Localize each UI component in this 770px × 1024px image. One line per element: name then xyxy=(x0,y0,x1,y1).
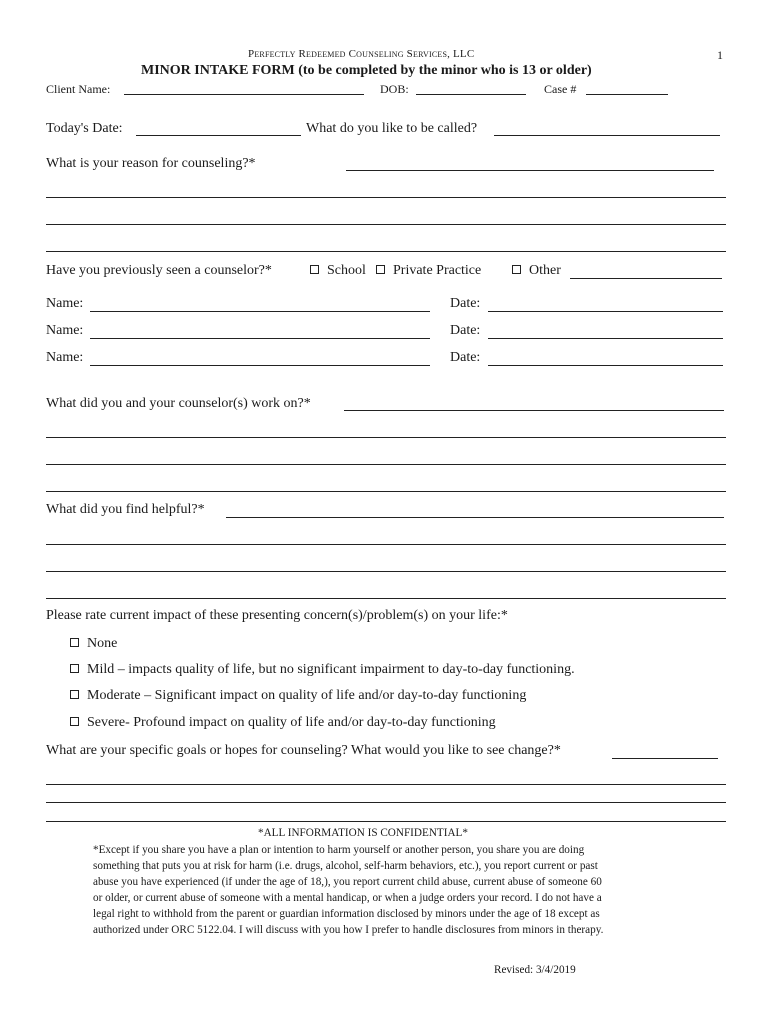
counselor-date-field[interactable] xyxy=(488,365,723,366)
rate-option-moderate[interactable] xyxy=(70,688,526,704)
school-checkbox[interactable] xyxy=(310,265,319,274)
confidential-text: abuse you have experienced (if under the age of 18,), you report current child abuse, current abuse of someone 60 xyxy=(93,876,602,888)
page-number: 1 xyxy=(717,48,723,62)
work-on-line[interactable] xyxy=(46,437,726,438)
private-practice-label: Private Practice xyxy=(393,263,482,278)
rate-checkbox[interactable] xyxy=(70,664,79,673)
case-label: Case # xyxy=(544,82,577,96)
goals-line[interactable] xyxy=(46,802,726,803)
form-title: MINOR INTAKE FORM (to be completed by the minor who is 13 or older) xyxy=(141,63,592,78)
client-name-label: Client Name: xyxy=(46,82,111,96)
work-on-line[interactable] xyxy=(46,464,726,465)
name-label: Name: xyxy=(46,323,84,338)
called-label: What do you like to be called? xyxy=(306,121,478,136)
rate-option-label: None xyxy=(87,636,118,651)
date-label: Date: xyxy=(450,296,481,311)
counselor-name-field[interactable] xyxy=(90,338,430,339)
date-label: Date: xyxy=(450,323,481,338)
counselor-name-field[interactable] xyxy=(90,365,430,366)
other-checkbox[interactable] xyxy=(512,265,521,274)
reason-label: What is your reason for counseling?* xyxy=(46,156,256,171)
counselor-date-field[interactable] xyxy=(488,338,723,339)
rate-option-none[interactable] xyxy=(70,636,117,652)
private-practice-checkbox[interactable] xyxy=(376,265,385,274)
name-label: Name: xyxy=(46,296,84,311)
dob-field[interactable] xyxy=(416,94,526,95)
rate-checkbox[interactable] xyxy=(70,638,79,647)
rate-option-label: Severe- Profound impact on quality of life and/or day-to-day functioning xyxy=(87,715,496,730)
company-name: Perfectly Redeemed Counseling Services, LLC xyxy=(248,48,475,60)
work-on-label: What did you and your counselor(s) work on?* xyxy=(46,396,311,411)
school-option-label: School xyxy=(327,263,366,278)
revised-date: Revised: 3/4/2019 xyxy=(494,964,576,976)
reason-line[interactable] xyxy=(46,251,726,252)
todays-date-label: Today's Date: xyxy=(46,121,123,136)
dob-label: DOB: xyxy=(380,82,409,96)
counselor-name-field[interactable] xyxy=(90,311,430,312)
rate-checkbox[interactable] xyxy=(70,690,79,699)
confidential-text: authorized under ORC 5122.04. I will discuss with you how I prefer to handle disclosures from minors in therapy. xyxy=(93,924,604,936)
name-label: Name: xyxy=(46,350,84,365)
rate-checkbox[interactable] xyxy=(70,717,79,726)
goals-line[interactable] xyxy=(46,821,726,822)
counselor-date-field[interactable] xyxy=(488,311,723,312)
confidential-text: or older, or current abuse of someone with a mental handicap, or when a judge orders your record. I do not have a xyxy=(93,892,602,904)
private-practice-option[interactable] xyxy=(376,263,481,279)
confidential-text: something that puts you at risk for harm (i.e. drugs, alcohol, self-harm behaviors, etc.), you report current or past xyxy=(93,860,598,872)
rate-option-mild[interactable] xyxy=(70,662,575,678)
confidential-heading: *ALL INFORMATION IS CONFIDENTIAL* xyxy=(258,827,468,839)
other-field[interactable] xyxy=(570,278,722,279)
reason-line[interactable] xyxy=(46,224,726,225)
rate-option-label: Mild – impacts quality of life, but no significant impairment to day-to-day functioning. xyxy=(87,662,575,677)
date-label: Date: xyxy=(450,350,481,365)
called-field[interactable] xyxy=(494,135,720,136)
rate-label: Please rate current impact of these presenting concern(s)/problem(s) on your life:* xyxy=(46,608,508,623)
school-option[interactable] xyxy=(310,263,366,279)
client-name-field[interactable] xyxy=(124,94,364,95)
reason-field[interactable] xyxy=(346,170,714,171)
other-option[interactable] xyxy=(512,263,561,279)
confidential-text: legal right to withhold from the parent or guardian information disclosed by minors under the age of 18 except as xyxy=(93,908,600,920)
work-on-field[interactable] xyxy=(344,410,724,411)
helpful-label: What did you find helpful?* xyxy=(46,502,205,517)
todays-date-field[interactable] xyxy=(136,135,301,136)
rate-option-severe[interactable] xyxy=(70,715,496,731)
other-option-label: Other xyxy=(529,263,561,278)
helpful-line[interactable] xyxy=(46,544,726,545)
work-on-line[interactable] xyxy=(46,491,726,492)
helpful-field[interactable] xyxy=(226,517,724,518)
rate-option-label: Moderate – Significant impact on quality of life and/or day-to-day functioning xyxy=(87,688,527,703)
case-number-field[interactable] xyxy=(586,94,668,95)
goals-label: What are your specific goals or hopes for counseling? What would you like to see change?* xyxy=(46,743,561,758)
reason-line[interactable] xyxy=(46,197,726,198)
confidential-text: *Except if you share you have a plan or intention to harm yourself or another person, you share you are doing xyxy=(93,844,585,856)
helpful-line[interactable] xyxy=(46,571,726,572)
previous-counselor-label: Have you previously seen a counselor?* xyxy=(46,263,272,278)
goals-field[interactable] xyxy=(612,758,718,759)
helpful-line[interactable] xyxy=(46,598,726,599)
goals-line[interactable] xyxy=(46,784,726,785)
